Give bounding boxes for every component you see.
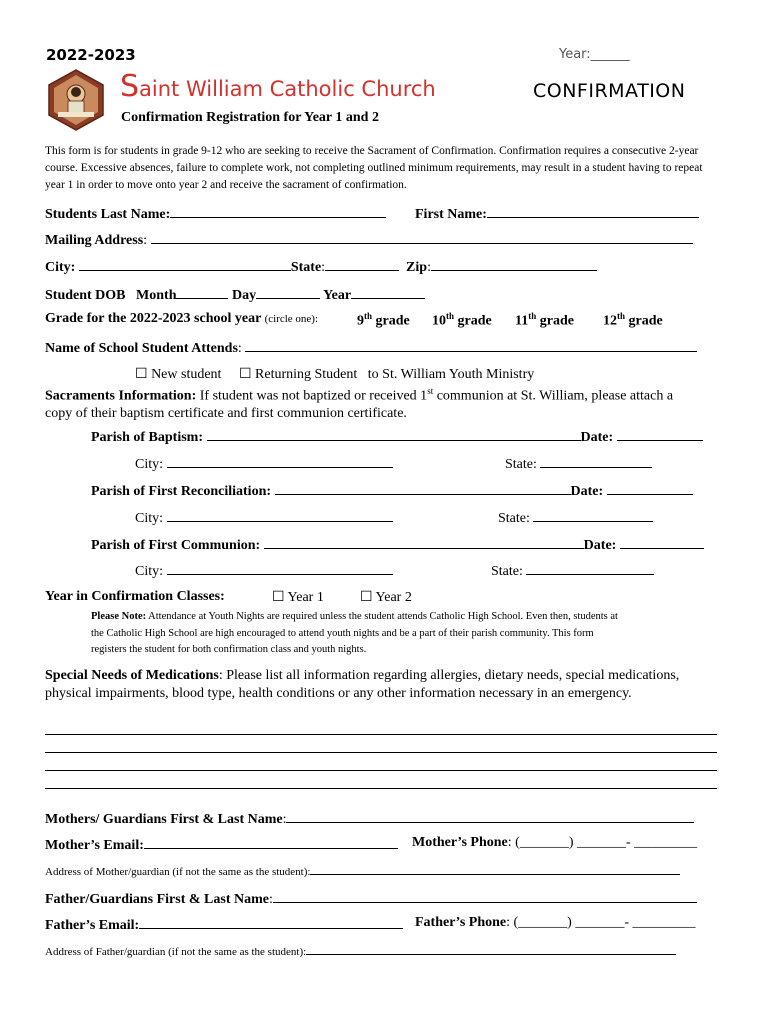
dob-month-field[interactable] [176,285,228,299]
mailing-field[interactable] [151,230,693,244]
father-address-row: Address of Father/guardian (if not the same as the student): [45,944,676,958]
state-field[interactable] [325,257,399,271]
sacraments-info: Sacraments Information: If student was not baptized or received 1st communion at St. William, please attach a [45,386,674,404]
communion-date-field[interactable] [620,535,704,549]
year-field[interactable]: Year:______ [559,47,630,62]
special-needs: Special Needs of Medications: Please list all information regarding allergies, dietary needs, special medications, physical impairments, blood type, health conditions or any other information necessary in an emergency. [45,668,680,701]
note-line-1: Please Note: Attendance at Youth Nights are required unless the student attends Catholic High School. Even then, students at [91,611,618,622]
baptism-row: Parish of Baptism: Date: [91,427,703,446]
intro-text: This form is for students in grade 9-12 who are seeking to receive the Sacrament of Confirmation. Confirmation requires a consecutive 2-year course. Excessive absences, failure to complete work, not completing outlined minimum requirements, may result in a student having to repeat year 1 in order to move onto year 2 and receive the sacrament of confirmation. [45,145,703,191]
special-needs-line-4[interactable] [45,788,717,789]
father-email-field[interactable] [139,915,403,929]
mother-email-field[interactable] [144,835,398,849]
year2-option[interactable]: ☐ Year 2 [360,590,412,605]
reconciliation-state-field[interactable] [533,508,653,522]
communion-city-field[interactable] [167,561,393,575]
reconciliation-city-field[interactable] [167,508,393,522]
baptism-city-row: City: [135,454,393,473]
father-phone-row: Father’s Phone: (_______) _______- _________ [415,915,696,930]
grade-row: Grade for the 2022-2023 school year (circle one): [45,311,319,326]
program-title: CONFIRMATION [533,80,686,102]
school-row: Name of School Student Attends: [45,338,697,357]
communion-state-field[interactable] [526,561,654,575]
communion-row: Parish of First Communion: Date: [91,535,704,554]
mother-email-row: Mother’s Email: [45,835,398,854]
dob-row: Student DOB Month Day Year [45,285,425,304]
mother-address-field[interactable] [310,864,680,875]
year2-checkbox[interactable]: ☐ [360,590,373,605]
last-name-row: Students Last Name: [45,204,386,223]
reconciliation-parish-field[interactable] [275,481,571,495]
baptism-state-row: State: [505,454,652,473]
reconciliation-date-field[interactable] [607,481,693,495]
baptism-state-field[interactable] [540,454,652,468]
reconciliation-row: Parish of First Reconciliation: Date: [91,481,693,500]
zip-field[interactable] [431,257,597,271]
note-line-2: the Catholic High School are high encouraged to attend youth nights and be a part of their parish community. This form [91,628,594,639]
grade-10-option[interactable]: 10th grade [432,311,492,329]
reconciliation-state-row: State: [498,508,653,527]
special-needs-line-3[interactable] [45,770,717,771]
mother-name-field[interactable] [286,809,694,823]
communion-city-row: City: [135,561,393,580]
year1-checkbox[interactable]: ☐ [272,590,285,605]
father-name-row: Father/Guardians First & Last Name: [45,889,697,908]
communion-state-row: State: [491,561,654,580]
mailing-row: Mailing Address: [45,230,693,249]
communion-parish-field[interactable] [264,535,584,549]
father-name-field[interactable] [273,889,697,903]
note-line-3: registers the student for both confirmation class and youth nights. [91,644,367,655]
dob-day-field[interactable] [256,285,320,299]
mother-name-row: Mothers/ Guardians First & Last Name: [45,809,694,828]
school-year: 2022-2023 [46,46,136,64]
church-name: Saint William Catholic Church [120,69,436,104]
grade-9-option[interactable]: 9th grade [357,311,410,329]
year1-option[interactable]: ☐ Year 1 [272,590,324,605]
special-needs-line-2[interactable] [45,752,717,753]
returning-student-checkbox[interactable]: ☐ [238,367,252,382]
form-title: Confirmation Registration for Year 1 and 2 [121,110,379,125]
first-name-field[interactable] [487,204,699,218]
mother-address-row: Address of Mother/guardian (if not the same as the student): [45,864,680,878]
mother-phone-row: Mother’s Phone: (_______) _______- _________ [412,835,698,850]
student-status-row: ☐ New student ☐ Returning Student to St. William Youth Ministry [135,367,535,382]
baptism-parish-field[interactable] [207,427,581,441]
last-name-field[interactable] [170,204,386,218]
city-field[interactable] [79,257,291,271]
baptism-date-field[interactable] [617,427,703,441]
special-needs-line-1[interactable] [45,734,717,735]
city-row: City: State: Zip: [45,257,597,276]
classes-label: Year in Confirmation Classes: [45,589,225,604]
father-email-row: Father’s Email: [45,915,403,934]
mother-phone-field[interactable]: : (_______) _______- _________ [507,835,698,850]
father-phone-field[interactable]: : (_______) _______- _________ [506,915,696,930]
dob-year-field[interactable] [351,285,425,299]
church-logo [44,68,108,132]
father-address-field[interactable] [306,944,676,955]
first-name-row: First Name: [415,204,699,223]
reconciliation-city-row: City: [135,508,393,527]
sacraments-info-cont: copy of their baptism certificate and first communion certificate. [45,406,407,421]
new-student-checkbox[interactable]: ☐ [135,367,148,382]
grade-12-option[interactable]: 12th grade [603,311,663,329]
school-field[interactable] [245,338,697,352]
grade-11-option[interactable]: 11th grade [515,311,574,329]
baptism-city-field[interactable] [167,454,393,468]
